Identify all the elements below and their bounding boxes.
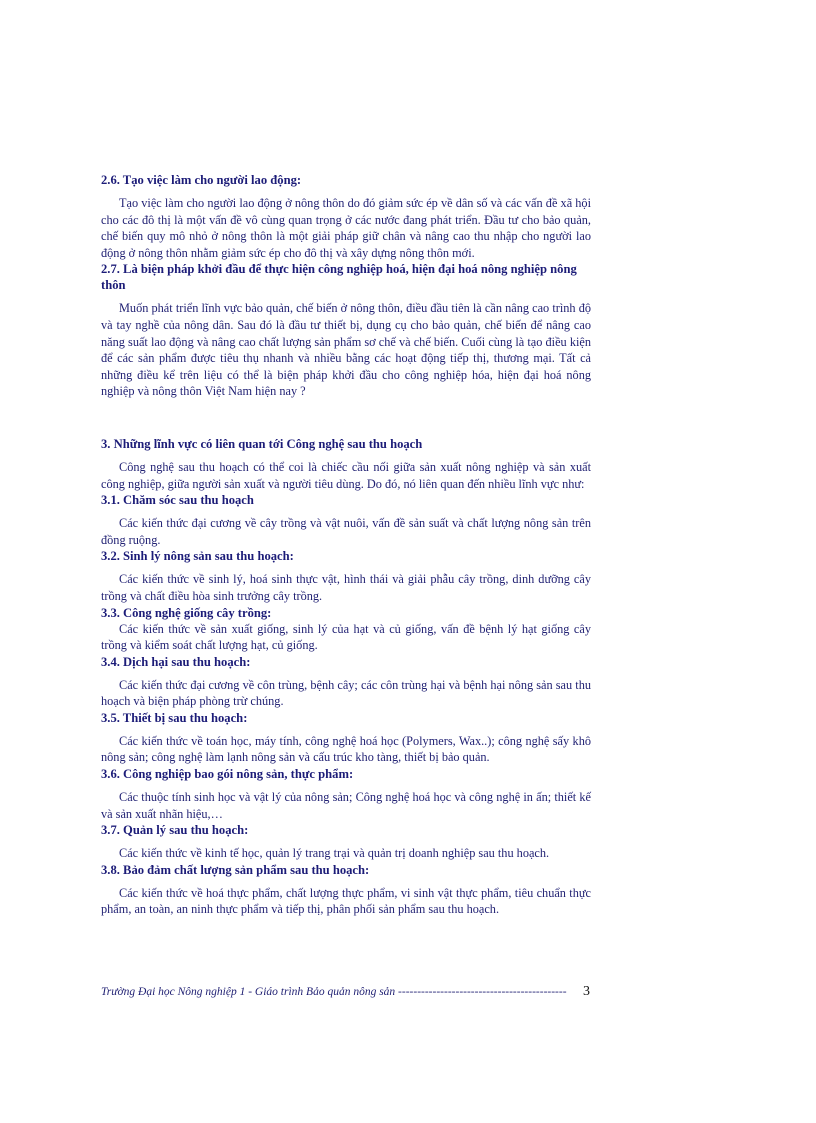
paragraph-3-5: Các kiến thức về toán học, máy tính, công nghệ hoá học (Polymers, Wax..); công nghệ sấy khô nông sản; công nghệ làm lạnh nông sản và cấu trúc kho tàng, thiết bị bảo quản. xyxy=(101,733,591,765)
paragraph-3-2: Các kiến thức về sinh lý, hoá sinh thực vật, hình thái và giải phẫu cây trồng, dinh dưỡng cây trồng và chất điều hòa sinh trưởng cây trồng. xyxy=(101,572,591,603)
paragraph-2-6: Tạo việc làm cho người lao động ở nông thôn do đó giảm sức ép về dân số và các vấn đề xã hội cho các đô thị là một vấn đề vô cùng quan trọng ở các nước đang phát triển. Đầu tư cho bảo quản, chế biến quy mô nhỏ ở nông thôn là một giải pháp giữ chân và nâng cao thu nhập cho người lao động ở nông thôn nhằm giảm sức ép cho đô thị và xây dựng nông thôn mới. xyxy=(101,196,591,260)
heading-3: 3. Những lĩnh vực có liên quan tới Công nghệ sau thu hoạch xyxy=(101,436,423,451)
heading-3-1: 3.1. Chăm sóc sau thu hoạch xyxy=(101,493,254,508)
heading-3-5: 3.5. Thiết bị sau thu hoạch: xyxy=(101,710,248,725)
paragraph-3-1: Các kiến thức đại cương về cây trồng và vật nuôi, vấn đề sản suất và chất lượng nông sản trên đồng ruộng. xyxy=(101,516,591,547)
paragraph-2-7: Muốn phát triển lĩnh vực bảo quản, chế biến ở nông thôn, điều đầu tiên là cần nâng cao trình độ và tay nghề của nông dân. Sau đó là đầu tư thiết bị, dụng cụ cho bảo quản, chế biến để nâng cao năng suất lao động và nâng cao chất lượng sản phẩm sơ chế và chế biến. Cuối cùng là tạo điều kiện để các sản phẩm được tiêu thụ nhanh và nhiều bằng các hoạt động tiếp thị, thương mại. Tất cả những điều kể trên liệu có thể là biện pháp khởi đầu cho công nghiệp hóa, hiện đại hoá nông nghiệp và nông thôn Việt Nam hiện nay ? xyxy=(101,301,591,399)
heading-3-3: 3.3. Công nghệ giống cây trồng: xyxy=(101,605,272,620)
heading-3-6: 3.6. Công nghiệp bao gói nông sản, thực phẩm: xyxy=(101,767,354,782)
paragraph-3-6: Các thuộc tính sinh học và vật lý của nông sản; Công nghệ hoá học và công nghệ in ấn; thiết kế và sản xuất nhãn hiệu,… xyxy=(101,790,591,821)
heading-3-8: 3.8. Bảo đảm chất lượng sản phẩm sau thu hoạch: xyxy=(101,862,370,877)
paragraph-3-8: Các kiến thức về hoá thực phẩm, chất lượng thực phẩm, vi sinh vật thực phẩm, tiêu chuẩn thực phẩm, an toàn, an ninh thực phẩm và tiếp thị, phân phối sản phẩm sau thu hoạch. xyxy=(101,885,591,917)
heading-3-7: 3.7. Quản lý sau thu hoạch: xyxy=(101,823,249,838)
heading-2-6: 2.6. Tạo việc làm cho người lao động: xyxy=(101,173,302,187)
paragraph-3: Công nghệ sau thu hoạch có thể coi là chiếc cầu nối giữa sản xuất nông nghiệp và sản xuất công nghiệp, giữa người sản xuất và người tiêu dùng. Do đó, nó liên quan đến nhiều lĩnh vực như: xyxy=(101,459,591,491)
paragraph-3-3: Các kiến thức về sản xuất giống, sinh lý của hạt và củ giống, vấn đề bệnh lý hạt giống cây trồng và kiểm soát chất lượng hạt, củ giống. xyxy=(101,621,591,653)
heading-3-4: 3.4. Dịch hại sau thu hoạch: xyxy=(101,654,251,669)
page-footer: Trường Đại học Nông nghiệp 1 - Giáo trình Bảo quản nông sản -------------------------------------------- xyxy=(101,986,567,998)
paragraph-3-7: Các kiến thức về kinh tế học, quản lý trang trại và quản trị doanh nghiệp sau thu hoạch. xyxy=(119,846,550,861)
paragraph-3-4: Các kiến thức đại cương về côn trùng, bệnh cây; các côn trùng hại và bệnh hại nông sản sau thu hoạch và biện pháp phòng trừ chúng. xyxy=(101,677,591,709)
heading-2-7: 2.7. Là biện pháp khởi đầu để thực hiện công nghiệp hoá, hiện đại hoá nông nghiệp nông thôn xyxy=(101,262,577,293)
page-content xyxy=(101,172,591,918)
page-number: 3 xyxy=(583,984,590,999)
heading-3-2: 3.2. Sinh lý nông sản sau thu hoạch: xyxy=(101,549,294,564)
